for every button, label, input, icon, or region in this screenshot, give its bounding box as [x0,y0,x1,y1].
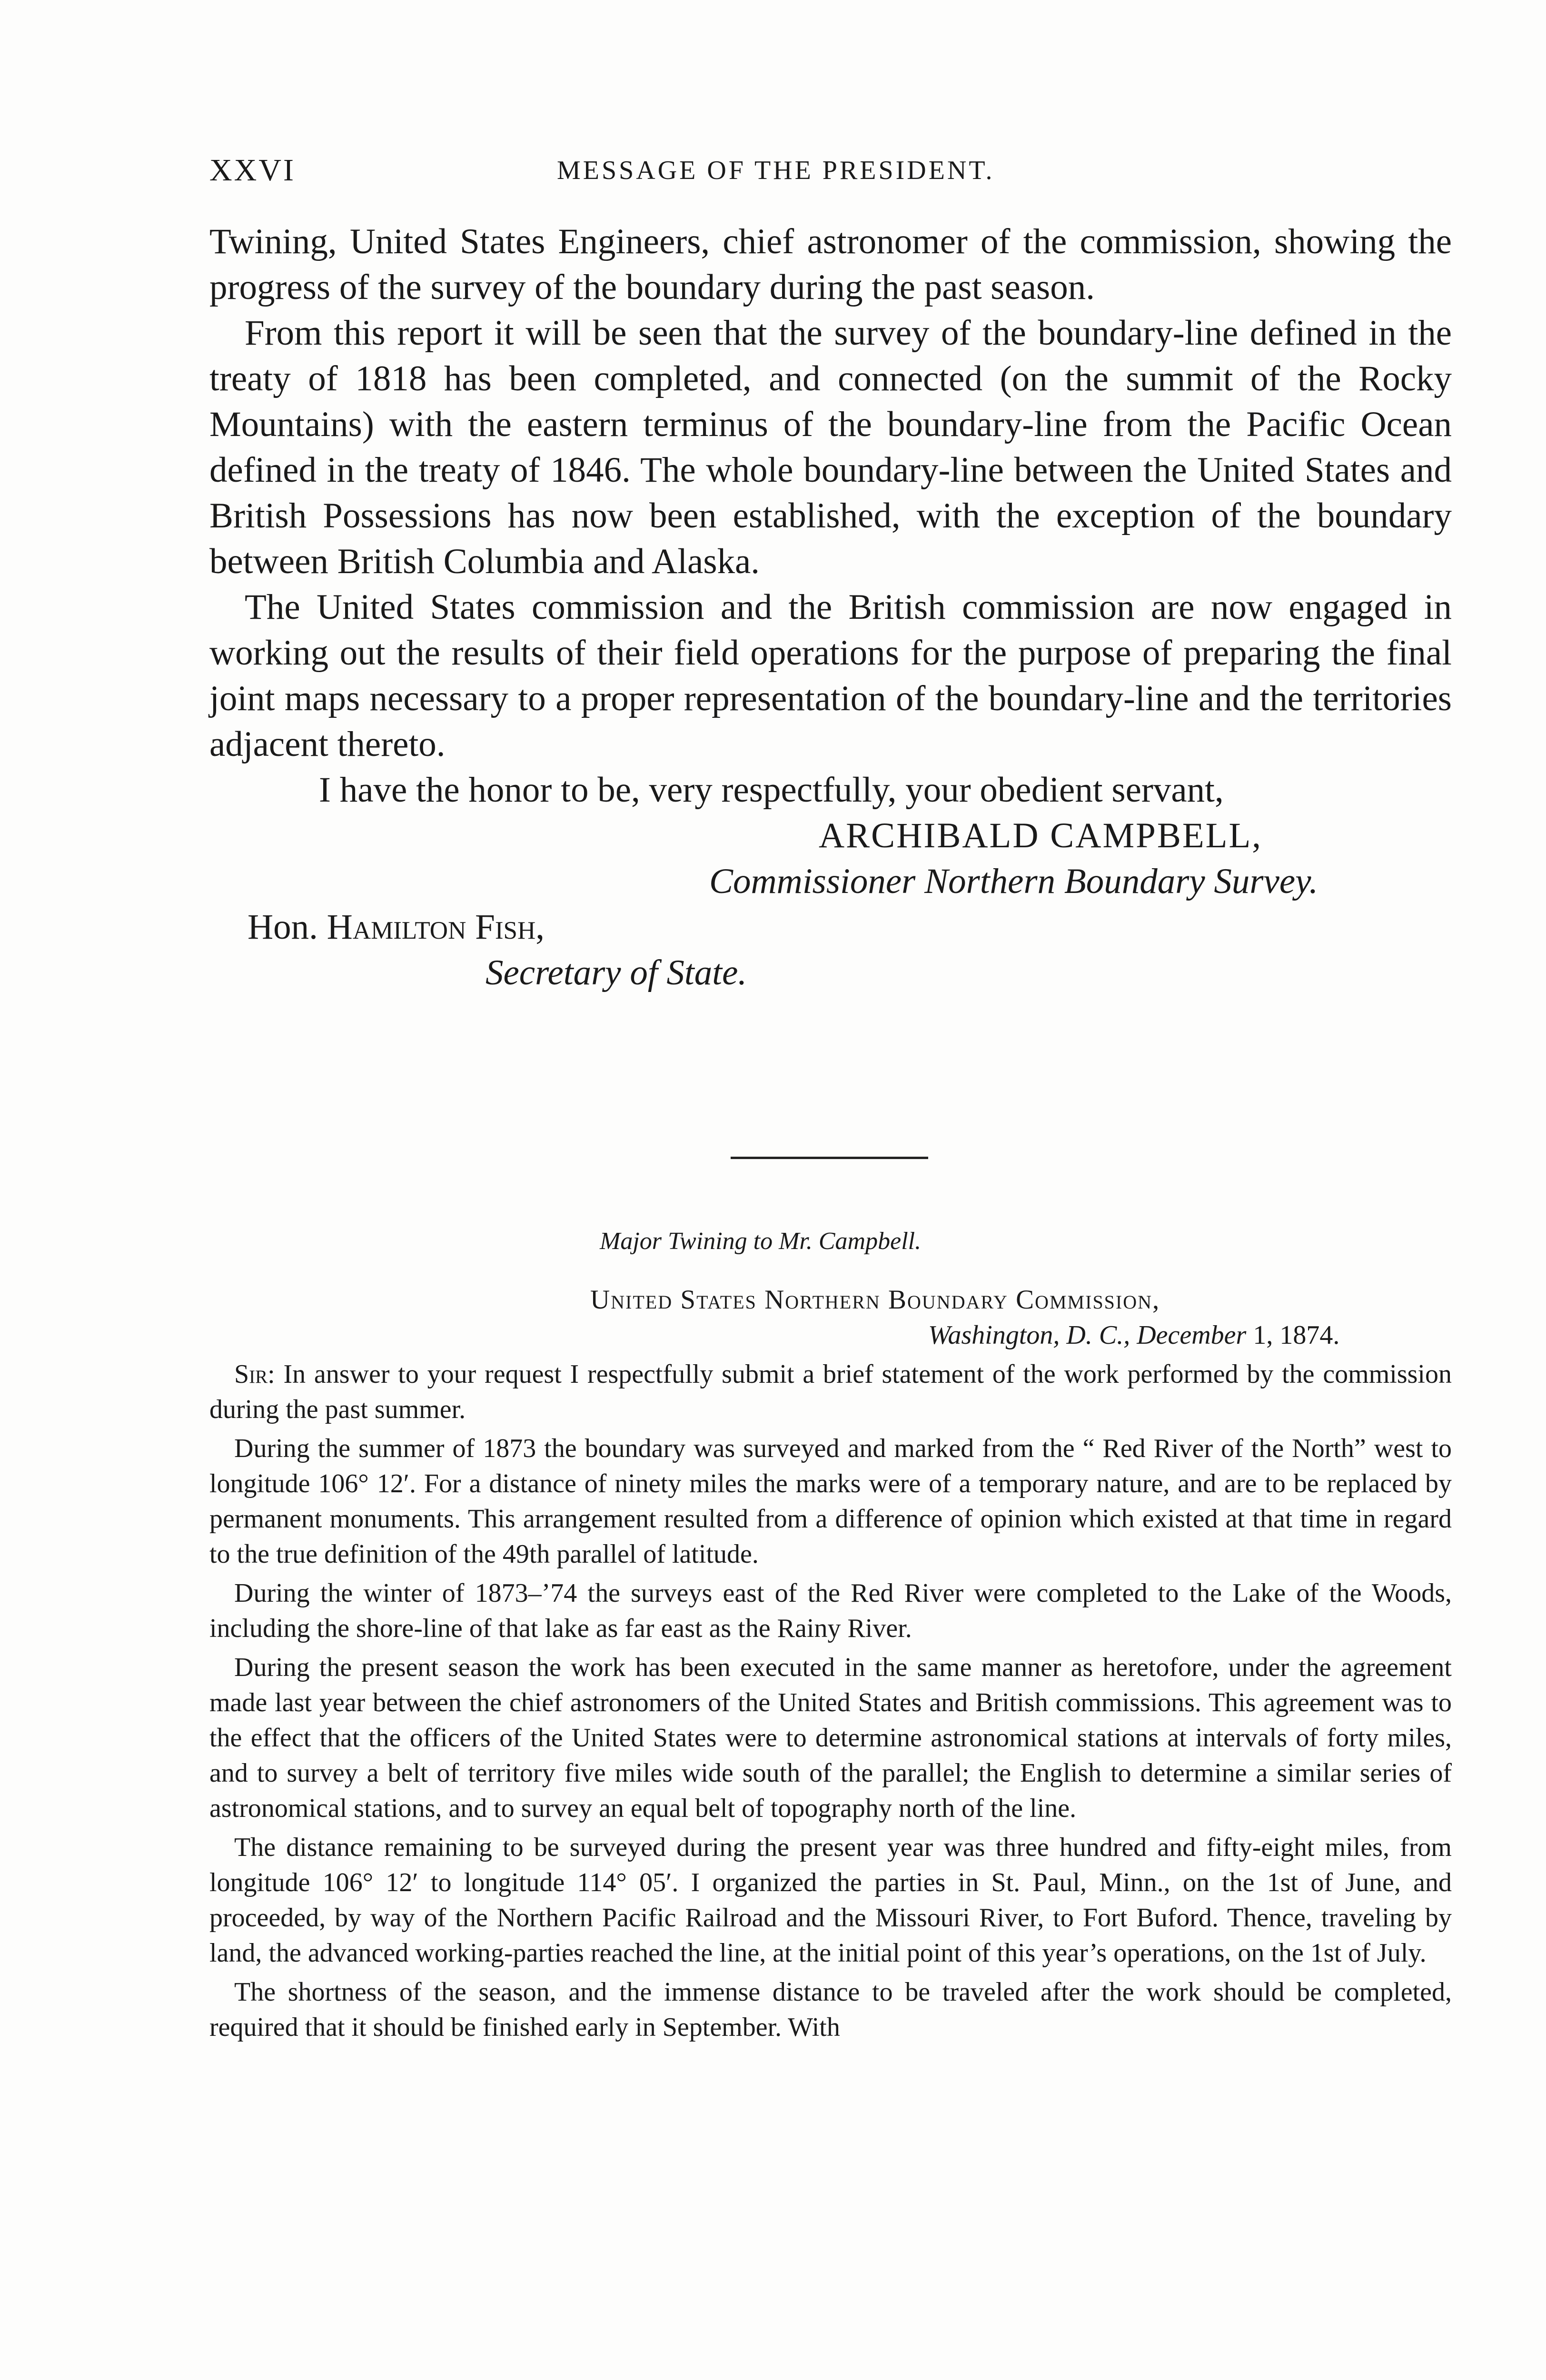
addressee-prefix: Hon. [248,907,318,947]
enclosure-paragraph: The shortness of the season, and the immense distance to be traveled after the work should be completed, required that it should be finished early in September. With [209,1977,1452,2042]
running-head [209,152,1452,195]
dateline-date: 1, 1874. [1253,1320,1340,1350]
addressee [209,904,1452,950]
enclosure-organization: United States Northern Boundary Commission, [590,1285,1160,1315]
signer-title: Commissioner Northern Boundary Survey. [709,862,1318,901]
enclosure-dateline [209,1318,1452,1353]
running-head-title: MESSAGE OF THE PRESIDENT. [557,156,995,185]
enclosure-title: Major Twining to Mr. Campbell. [600,1228,922,1255]
enclosure-paragraph: During the summer of 1873 the boundary was surveyed and marked from the “ Red River of the North” west to longitude 106° 12′. For a distance of ninety miles the marks were of a temporary nature, and are to be replaced by permanent monuments. This arrangement resulted from a difference of opinion which existed at that time in regard to the true definition of the 49th parallel of latitude. [209,1434,1452,1569]
letter-paragraph: From this report it will be seen that the survey of the boundary-line defined in the treaty of 1818 has been completed, and connected (on the summit of the Rocky Mountains) with the eastern terminus of the boundary-line from the Pacific Ocean defined in the treaty of 1846. The whole boundary-line between the United States and British Possessions has now been established, with the exception of the boundary between British Columbia and Alaska. [209,313,1452,581]
enclosure-paragraph: The distance remaining to be surveyed during the present year was three hundred and fifty-eight miles, from longitude 106° 12′ to longitude 114° 05′. I organized the parties in St. Paul, Minn., on the 1st of June, and proceeded, by way of the Northern Pacific Railroad and the Missouri River, to Fort Buford. Thence, traveling by land, the advanced working-parties reached the line, at the initial point of this year’s operations, on the 1st of July. [209,1833,1452,1968]
letter-paragraph: Twining, United States Engineers, chief astronomer of the commission, showing the progress of the survey of the boundary during the past season. [209,222,1452,307]
enclosure-paragraph: During the winter of 1873–’74 the surveys east of the Red River were completed to the Lake of the Woods, including the shore-line of that lake as far east as the Rainy River. [209,1578,1452,1643]
section-divider [731,1157,928,1159]
enclosure-paragraph: During the present season the work has been executed in the same manner as heretofore, under the agreement made last year between the chief astronomers of the United States and British commissions. This agreement was to the effect that the officers of the United States were to determine astronomical stations at intervals of forty miles, and to survey a belt of territory five miles wide south of the parallel; the English to determine a similar series of astronomical stations, and to survey an equal belt of topography north of the line. [209,1653,1452,1823]
dateline-place: Washington, D. C., December [928,1320,1247,1350]
salutation: Sir: [234,1359,275,1389]
letter-closing: I have the honor to be, very respectfully, your obedient servant, [319,770,1224,810]
addressee-name: Hamilton Fish, [327,907,545,947]
addressee-title: Secretary of State. [486,953,747,992]
enclosure-letter [209,1219,1452,2049]
enclosure-paragraph [209,1357,1452,1427]
page-number: XXVI [209,153,296,188]
commissioner-letter [209,219,1452,996]
signer-name: ARCHIBALD CAMPBELL, [819,816,1263,855]
paragraph-text: In answer to your request I respectfully submit a brief statement of the work performed by the commission during the past summer. [209,1359,1452,1424]
letter-paragraph: The United States commission and the British commission are now engaged in working out the results of their field operations for the purpose of preparing the final joint maps necessary to a proper representation of the boundary-line and the territories adjacent thereto. [209,587,1452,764]
